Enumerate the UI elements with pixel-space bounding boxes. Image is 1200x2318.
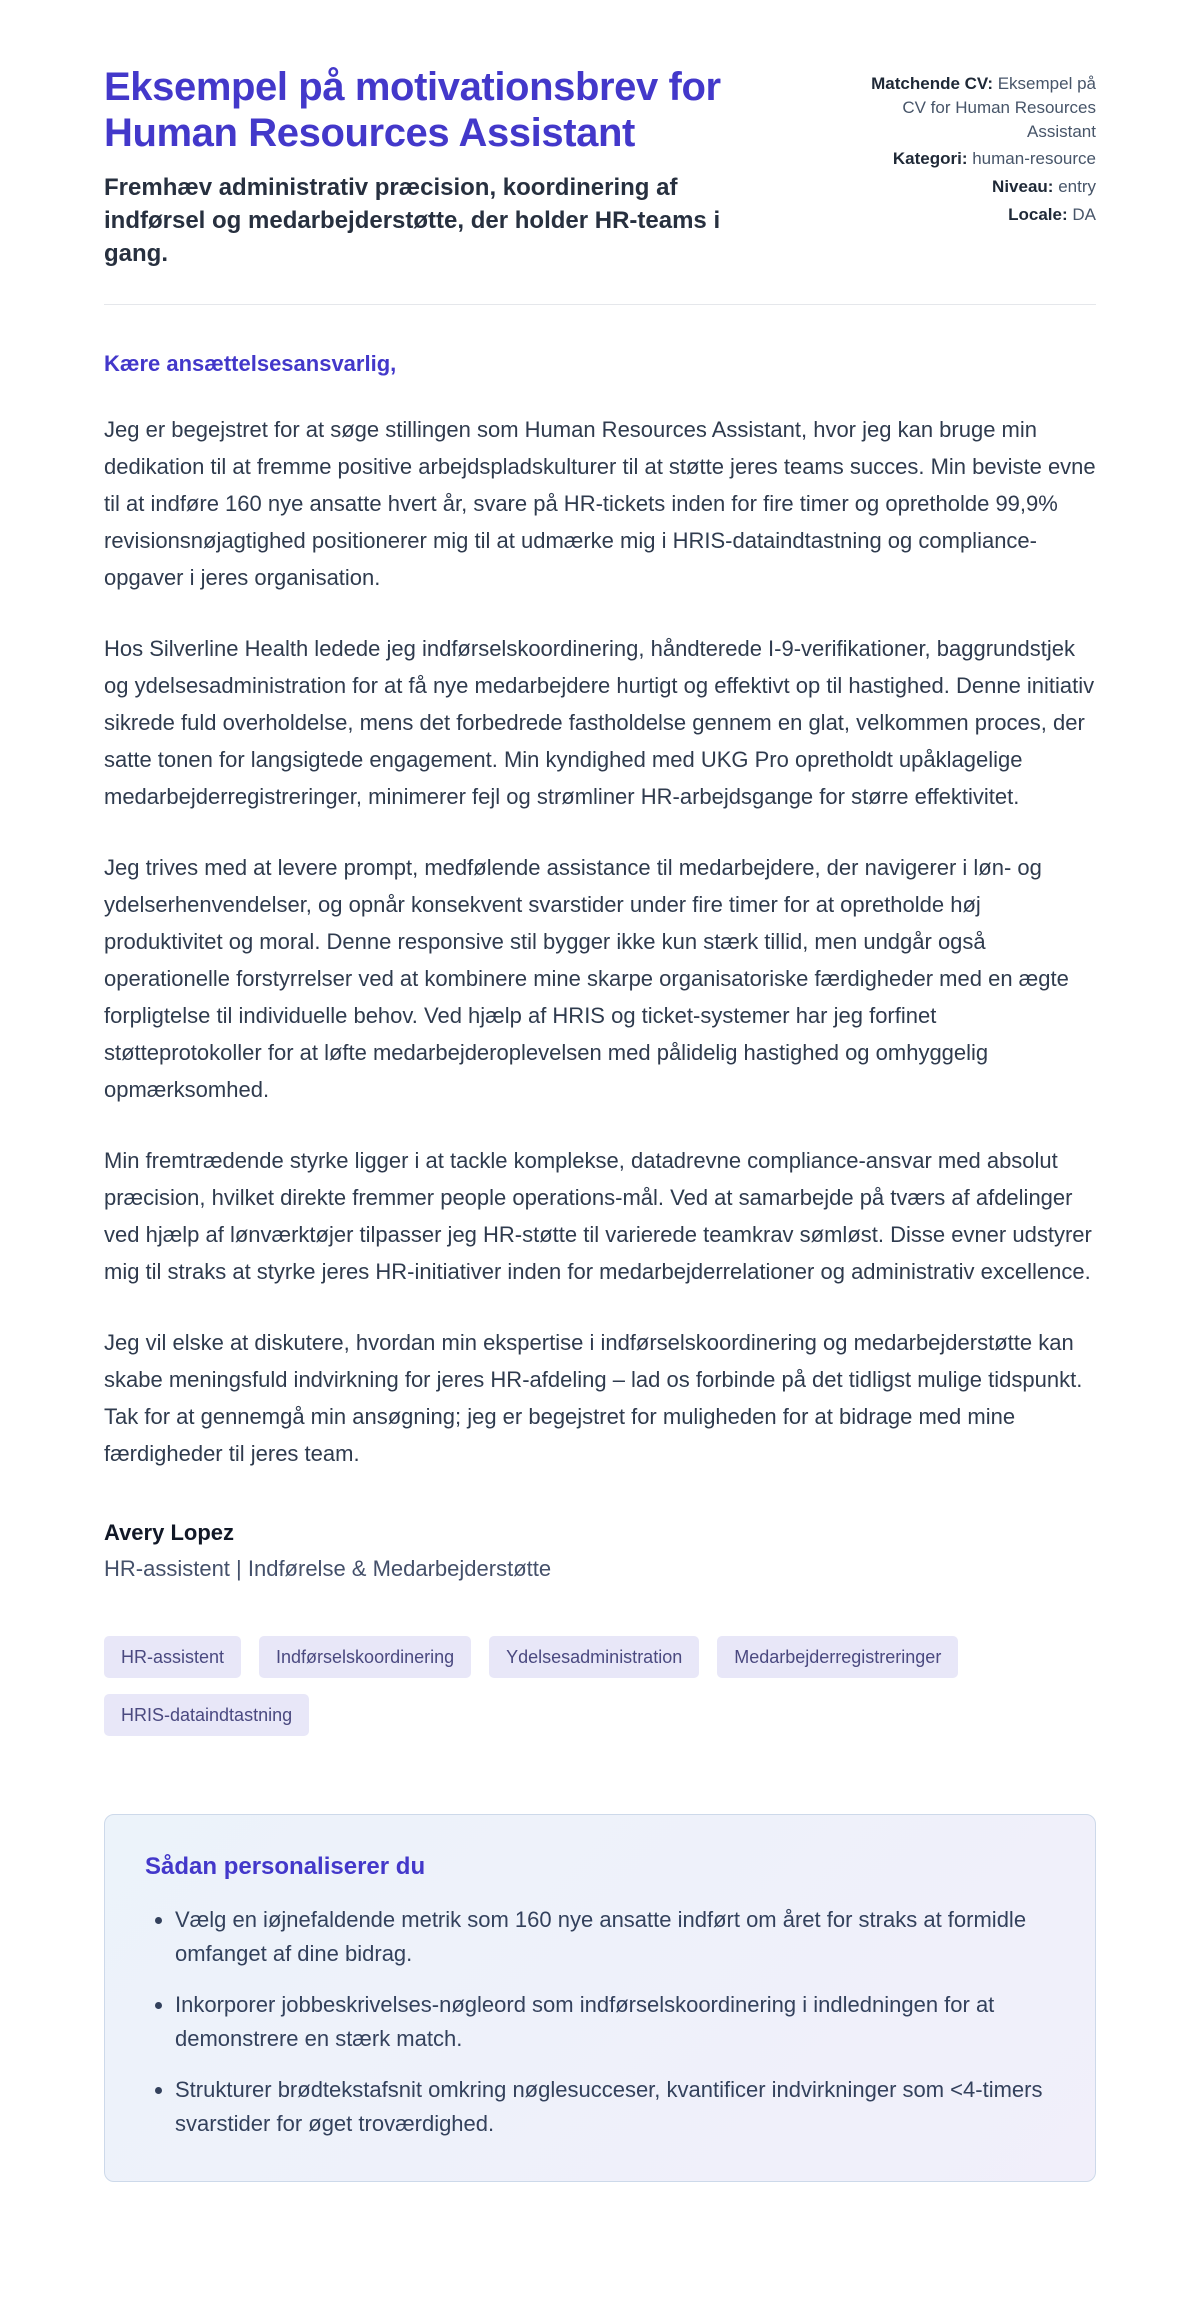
- signature-title: HR-assistent | Indførelse & Medarbejderstøtte: [104, 1556, 552, 1582]
- meta-panel: [866, 64, 1096, 231]
- page-title: Eksempel på motivationsbrev for Human Resources Assistant: [104, 65, 721, 156]
- letter-body: [104, 351, 1096, 1582]
- letter-paragraph-4: Min fremtrædende styrke ligger i at tackle komplekse, datadrevne compliance-ansvar med absolut præcision, hvilket direkte fremmer people operations-mål. Ved at samarbejde på tværs af afdelinger ved hjælp af lønværktøjer tilpasser jeg HR-støtte til varierede teamkrav sømløst. Disse evner udstyrer mig til straks at styrke jeres HR-initiativer inden for medarbejderrelationer og administrativ excellence.: [104, 1148, 1092, 1285]
- meta-row-matching-cv: [866, 72, 1096, 143]
- meta-label: Locale:: [1008, 204, 1068, 224]
- tip-item-1: • Vælg en iøjnefaldende metrik som 160 nye ansatte indført om året for straks at formidle omfanget af dine bidrag.: [175, 1903, 1055, 1971]
- page-subtitle: Fremhæv administrativ præcision, koordinering af indførsel og medarbejderstøtte, der holder HR-teams i gang.: [104, 173, 721, 267]
- meta-value: Eksempel på CV for Human Resources Assistant: [902, 74, 1096, 141]
- letter-paragraph-2: Hos Silverline Health ledede jeg indførselskoordinering, håndterede I-9-verifikationer, baggrundstjek og ydelsesadministration for at få nye medarbejdere hurtigt og effektivt op til hastighed. Denne initiativ sikrede fuld overholdelse, mens det forbedrede fastholdelse gennem en glat, velkommen proces, der satte tonen for langsigtede engagement. Min kyndighed med UKG Pro opretholdt upåklagelige medarbejderregistreringer, minimerer fejl og strømliner HR-arbejdsgange for større effektivitet.: [104, 636, 1095, 810]
- signature-name: Avery Lopez: [104, 1520, 235, 1546]
- meta-row-level: [866, 175, 1096, 199]
- letter-paragraph-3: Jeg trives med at levere prompt, medfølende assistance til medarbejdere, der navigerer i løn- og ydelserhenvendelser, og opnår konsekvent svarstider under fire timer for at opretholde høj produktivitet og moral. Denne responsive stil bygger ikke kun stærk tillid, men undgår også operationelle forstyrrelser ved at kombinere mine skarpe organisatoriske færdigheder med en ægte forpligtelse til individuelle behov. Ved hjælp af HRIS og ticket-systemer har jeg forfinet støtteprotokoller for at løfte medarbejderoplevelsen med pålidelig hastighed og omhyggelig opmærksomhed.: [104, 855, 1069, 1103]
- page-header: [104, 64, 1096, 305]
- meta-label: Niveau:: [992, 177, 1054, 197]
- tag-chip-hr-assistent[interactable]: HR-assistent: [104, 1636, 241, 1678]
- letter-paragraph-5: Jeg vil elske at diskutere, hvordan min ekspertise i indførselskoordinering og medarbejderstøtte kan skabe meningsfuld indvirkning for jeres HR-afdeling – lad os forbinde på det tidligst mulige tidspunkt. Tak for at gennemgå min ansøgning; jeg er begejstret for muligheden for at bidrage med mine færdigheder til jeres team.: [104, 1330, 1083, 1467]
- tag-chip-ydelsesadministration[interactable]: Ydelsesadministration: [489, 1636, 699, 1678]
- letter-paragraph-1: Jeg er begejstret for at søge stillingen som Human Resources Assistant, hvor jeg kan bruge min dedikation til at fremme positive arbejdspladskulturer til at støtte jeres teams succes. Min beviste evne til at indføre 160 nye ansatte hvert år, svare på HR-tickets inden for fire timer og opretholde 99,9% revisionsnøjagtighed positionerer mig til at udmærke mig i HRIS-dataindtastning og compliance-opgaver i jeres organisation.: [104, 417, 1096, 591]
- personalization-tips-box: [104, 1814, 1096, 2182]
- tip-item-2: • Inkorporer jobbeskrivelses-nøgleord som indførselskoordinering i indledningen for at demonstrere en stærk match.: [175, 1988, 1055, 2056]
- letter-greeting: Kære ansættelsesansvarlig,: [104, 351, 397, 377]
- tip-item-3: • Strukturer brødtekstafsnit omkring nøglesucceser, kvantificer indvirkninger som <4-timers svarstider for øget troværdighed.: [175, 2073, 1055, 2141]
- meta-row-category: [866, 147, 1096, 171]
- header-title-block: [104, 64, 724, 270]
- tips-title: Sådan personaliserer du: [145, 1853, 426, 1881]
- meta-value: entry: [1058, 177, 1096, 197]
- tips-list: [145, 1903, 1055, 2141]
- keyword-tags: [104, 1636, 1096, 1736]
- meta-label: Kategori:: [892, 149, 968, 169]
- tag-chip-hris-dataindtastning[interactable]: HRIS-dataindtastning: [104, 1694, 309, 1736]
- meta-value: DA: [1072, 204, 1096, 224]
- meta-row-locale: [866, 203, 1096, 227]
- meta-value: human-resource: [972, 149, 1096, 169]
- tag-chip-indforselskoordinering[interactable]: Indførselskoordinering: [259, 1636, 471, 1678]
- meta-label: Matchende CV:: [871, 74, 993, 93]
- tag-chip-medarbejderregistreringer[interactable]: Medarbejderregistreringer: [717, 1636, 958, 1678]
